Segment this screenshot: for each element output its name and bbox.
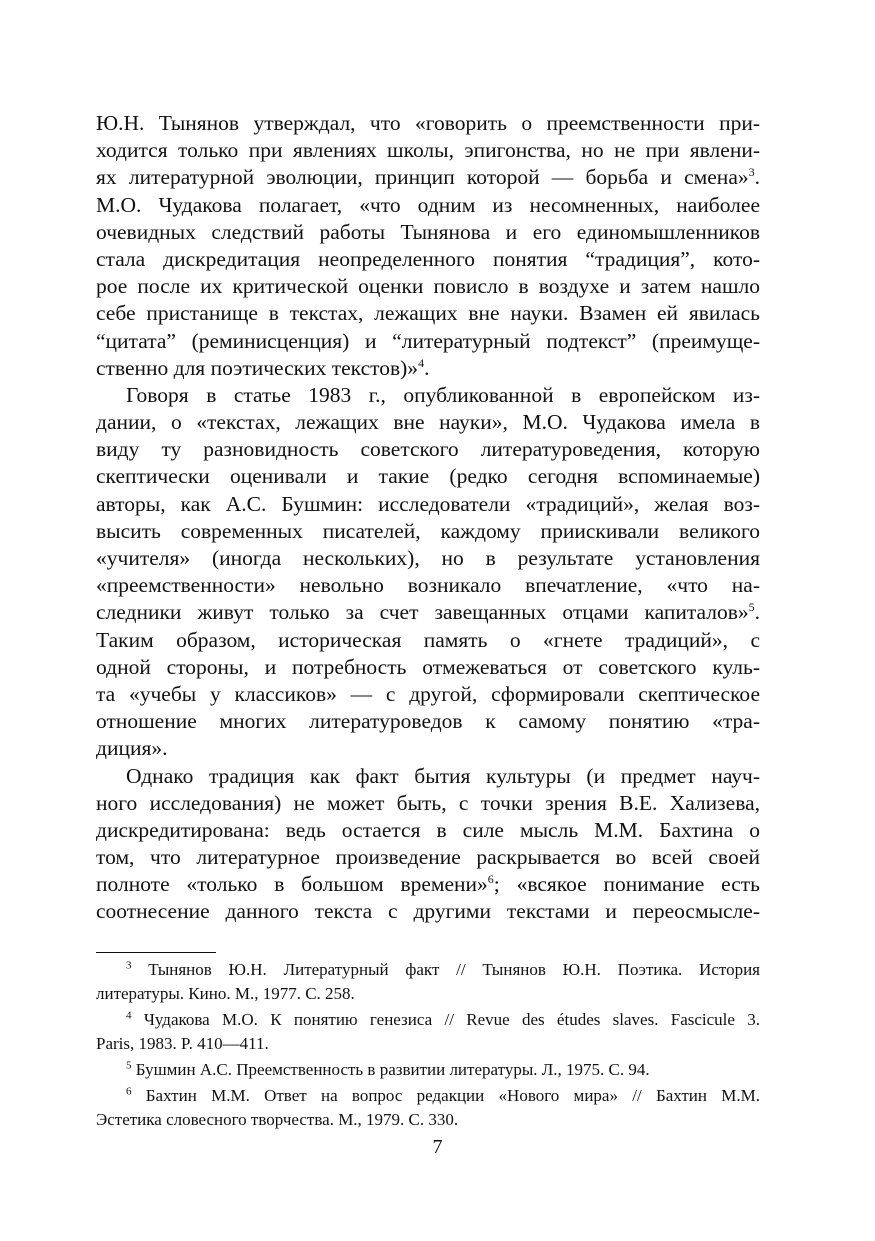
text-line: Однако традиция как факт бытия культуры (и предмет науч-	[126, 763, 760, 788]
footnote-3	[96, 958, 760, 1006]
text-segment: .	[754, 165, 760, 190]
text-line: Ю.Н. Тынянов утверждал, что «говорить о преемственности при-	[96, 111, 760, 135]
text-line: том, что литературное произведение раскрывается во всей своей	[96, 845, 760, 870]
text-segment: ; «всякое понимание есть	[493, 872, 760, 897]
footnote-ref-3[interactable]: 3	[748, 165, 755, 180]
footnote-text: Бахтин М.М. Ответ на вопрос редакции «Нового мира» // Бахтин М.М.	[145, 1086, 760, 1105]
text-line	[96, 599, 760, 626]
paragraph-1	[96, 110, 760, 382]
text-segment: ственно для поэтических текстов)»	[96, 355, 419, 380]
text-line: очевидных следствий работы Тынянова и его единомышленников	[96, 219, 760, 244]
footnote-line	[96, 1084, 760, 1108]
text-line: себе пристанище в текстах, лежащих вне науки. Взамен ей явилась	[96, 301, 760, 326]
text-line: Говоря в статье 1983 г., опубликованной в европейском из-	[126, 382, 760, 407]
text-line	[96, 355, 760, 382]
text-segment: .	[424, 355, 430, 380]
text-line: высить современных писателей, каждому приискивали великого	[96, 518, 760, 543]
text-line: диция».	[96, 736, 168, 761]
footnote-text: Тынянов Ю.Н. Литературный факт // Тынянов Ю.Н. Поэтика. История	[148, 960, 761, 979]
text-line: рое после их критической оценки повисло в воздухе и затем нашло	[96, 274, 760, 299]
footnote-text: Бушмин А.С. Преемственность в развитии литературы. Л., 1975. С. 94.	[135, 1060, 650, 1079]
text-line	[96, 871, 760, 898]
text-line: «учителя» (иногда нескольких), но в результате установления	[96, 546, 760, 570]
text-segment: .	[754, 600, 760, 625]
footnote-line: Paris, 1983. P. 410—411.	[96, 1034, 269, 1053]
footnote-line: Эстетика словесного творчества. М., 1979. С. 330.	[96, 1110, 459, 1129]
text-line: стала дискредитация неопределенного понятия “традиция”, кото-	[96, 246, 760, 271]
text-line: соотнесение данного текста с другими текстами и переосмысле-	[96, 899, 760, 924]
footnote-line	[96, 1058, 760, 1082]
text-line: одной стороны, и потребность отмежеваться от советского куль-	[96, 654, 760, 679]
footnote-ref-6[interactable]: 6	[487, 872, 494, 887]
text-line: авторы, как А.С. Бушмин: исследователи «традиций», желая воз-	[96, 491, 760, 516]
footnote-divider	[96, 952, 216, 953]
paragraph-2	[96, 382, 760, 763]
paragraph-3	[96, 763, 760, 926]
footnote-ref-5[interactable]: 5	[748, 600, 755, 615]
text-line: та «учебы у классиков» — с другой, сформировали скептическое	[96, 681, 760, 706]
footnote-4	[96, 1008, 760, 1056]
text-line	[96, 164, 760, 191]
text-segment: полноте «только в большом времени»	[96, 872, 488, 897]
text-segment: следники живут только за счет завещанных отцами капиталов»	[96, 600, 749, 625]
footnote-number: 5	[126, 1059, 132, 1072]
footnote-number: 4	[126, 1009, 132, 1022]
footnote-6	[96, 1084, 760, 1132]
footnote-line	[96, 1008, 760, 1032]
text-line: “цитата” (реминисценция) и “литературный подтекст” (преимуще-	[96, 328, 760, 353]
footnote-number: 6	[126, 1085, 132, 1098]
footnote-ref-4[interactable]: 4	[418, 355, 425, 370]
text-line: дискредитирована: ведь остается в силе мысль М.М. Бахтина о	[96, 817, 760, 842]
footnote-5	[96, 1058, 760, 1082]
footnote-number: 3	[126, 959, 132, 972]
page-body	[96, 110, 760, 926]
text-line: виду ту разновидность советского литературоведения, которую	[96, 437, 760, 462]
text-line: отношение многих литературоведов к самому понятию «тра-	[96, 709, 760, 734]
footnote-text: Чудакова М.О. К понятию генезиса // Revue des études slaves. Fascicule 3.	[143, 1010, 761, 1029]
footnote-line	[96, 958, 760, 982]
text-line: Таким образом, историческая память о «гнете традиций», с	[96, 627, 760, 652]
footnotes	[96, 958, 760, 1134]
text-line: ходится только при явлениях школы, эпигонства, но не при явлени-	[96, 138, 760, 163]
page-number: 7	[432, 1136, 443, 1158]
text-line: «преемственности» невольно возникало впечатление, «что на-	[96, 573, 760, 598]
text-line: ного исследования) не может быть, с точки зрения В.Е. Хализева,	[96, 790, 760, 815]
text-line: скептически оценивали и такие (редко сегодня вспоминаемые)	[96, 464, 760, 489]
text-line: М.О. Чудакова полагает, «что одним из несомненных, наиболее	[96, 192, 760, 217]
footnote-line: литературы. Кино. М., 1977. С. 258.	[96, 984, 355, 1003]
text-line: дании, о «текстах, лежащих вне науки», М.О. Чудакова имела в	[96, 410, 760, 435]
text-segment: ях литературной эволюции, принцип которой — борьба и смена»	[96, 165, 749, 190]
